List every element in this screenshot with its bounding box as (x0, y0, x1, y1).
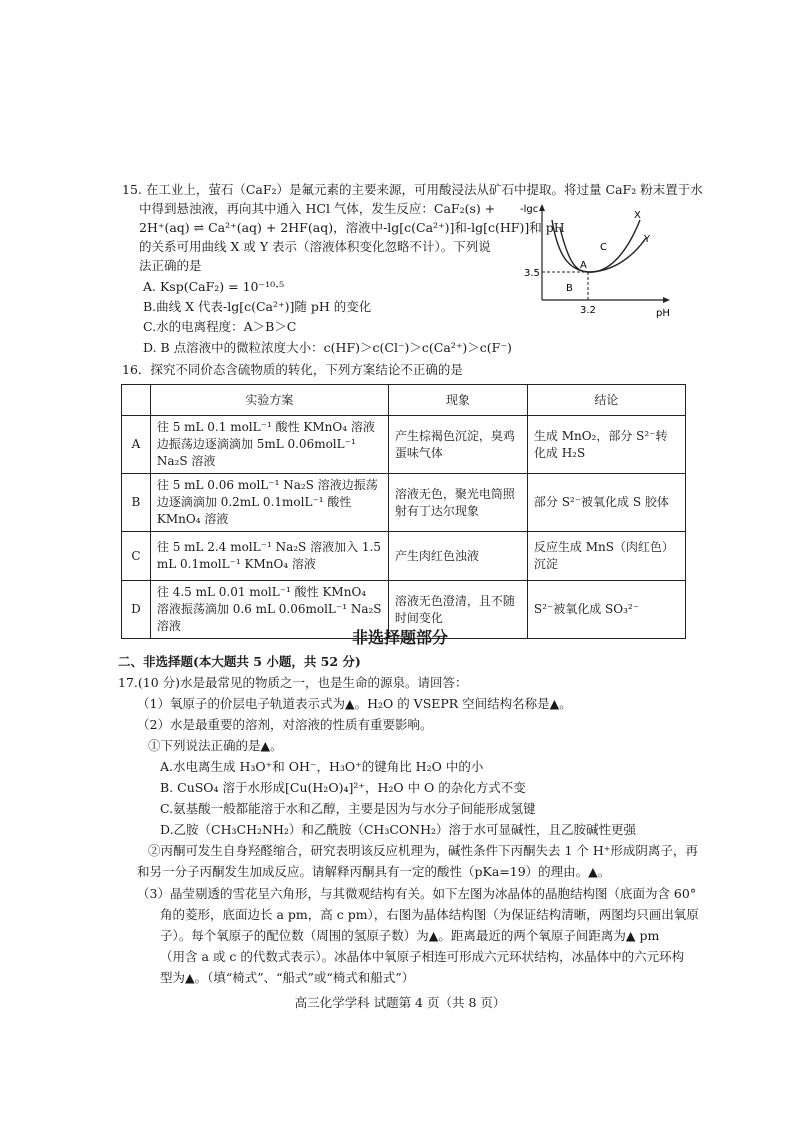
graph-y-tick: 3.5 (524, 268, 540, 279)
row-phenomenon: 产生肉红色浊液 (388, 532, 527, 581)
graph-x-arrow (663, 297, 670, 303)
row-option: C (122, 532, 151, 581)
row-option: A (122, 416, 151, 474)
table-row (122, 416, 686, 474)
q17-part3-line2: 角的菱形，底面边长 a pm，高 c pm），右图为晶体结构图（为保证结构清晰，两图均只画出氧原 (160, 907, 699, 922)
graph-x-label: pH (656, 308, 670, 319)
q15-option-c: C.水的电离程度：A＞B＞C (143, 319, 297, 334)
row-plan: 往 5 mL 2.4 molL⁻¹ Na₂S 溶液加入 1.5 mL 0.1molL⁻¹ KMnO₄ 溶液 (150, 532, 388, 581)
table-header-row (122, 385, 686, 416)
q15-line-5: 法正确的是 (139, 258, 202, 273)
header-option (122, 385, 151, 416)
header-plan: 实验方案 (150, 385, 388, 416)
q15-option-d: D. B 点溶液中的微粒浓度大小：c(HF)＞c(Cl⁻)＞c(Ca²⁺)＞c(F⁻) (143, 340, 512, 355)
q17-part1: （1）氧原子的价层电子轨道表示式为▲。H₂O 的 VSEPR 空间结构名称是▲。 (137, 696, 572, 711)
graph-y-label: -lgc (520, 204, 539, 215)
table-row (122, 474, 686, 532)
q17-option-a: A.水电离生成 H₃O⁺和 OH⁻，H₃O⁺的键角比 H₂O 中的小 (160, 759, 484, 774)
q15-option-a: A. Ksp(CaF₂) = 10⁻¹⁰·⁵ (143, 279, 285, 294)
q17-part3-line5: 型为▲。（填“椅式”、“船式”或“椅式和船式”） (160, 970, 415, 985)
row-option: D (122, 581, 151, 639)
header-conclusion: 结论 (527, 385, 685, 416)
curve-y-label: Y (644, 234, 651, 245)
q17-part3-line3: 子）。每个氧原子的配位数（周围的氢原子数）为▲。距离最近的两个氧原子间距离为▲ pm (160, 928, 660, 943)
graph-y-arrow (539, 204, 545, 211)
page-footer: 高三化学学科 试题第 4 页（共 8 页） (294, 995, 506, 1010)
curve-x-label: X (634, 210, 641, 221)
q15-line-1: 15. 在工业上，萤石（CaF₂）是氟元素的主要来源，可用酸浸法从矿石中提取。将过量 CaF₂ 粉末置于水 (122, 182, 703, 197)
q15-line-2: 中得到悬浊液，再向其中通入 HCl 气体，发生反应：CaF₂(s) + (139, 201, 496, 216)
q17-part2: （2）水是最重要的溶剂，对溶液的性质有重要影响。 (137, 717, 433, 732)
q15-line-4: 的关系可用曲线 X 或 Y 表示（溶液体积变化忽略不计）。下列说 (139, 239, 491, 254)
ph-graph (520, 200, 680, 325)
row-plan: 往 5 mL 0.06 molL⁻¹ Na₂S 溶液边振荡边逐滴滴加 0.2mL 0.1molL⁻¹ 酸性 KMnO₄ 溶液 (150, 474, 388, 532)
section-title: 非选择题部分 (351, 628, 448, 647)
graph-x-tick: 3.2 (580, 305, 596, 316)
q17-part2-sub2-line1: ②丙酮可发生自身羟醛缩合，研究表明该反应机理为，碱性条件下丙酮失去 1 个 H⁺形成阴离子，再 (148, 843, 698, 858)
row-phenomenon: 溶液无色，聚光电筒照射有丁达尔现象 (388, 474, 527, 532)
q17-option-c: C.氨基酸一般都能溶于水和乙醇，主要是因为与水分子间能形成氢键 (160, 801, 536, 816)
header-phenomenon: 现象 (388, 385, 527, 416)
q17-part2-sub1: ①下列说法正确的是▲。 (148, 738, 283, 753)
row-phenomenon: 溶液无色澄清，且不随时间变化 (388, 581, 527, 639)
q17-part3-line1: （3）晶莹剔透的雪花呈六角形，与其微观结构有关。如下左图为冰晶体的晶胞结构图（底面为含 60° (137, 886, 697, 901)
row-plan: 往 5 mL 0.1 molL⁻¹ 酸性 KMnO₄ 溶液边振荡边逐滴滴加 5mL 0.06molL⁻¹ Na₂S 溶液 (150, 416, 388, 474)
row-plan: 往 4.5 mL 0.01 molL⁻¹ 酸性 KMnO₄ 溶液振荡滴加 0.6 mL 0.06molL⁻¹ Na₂S 溶液 (150, 581, 388, 639)
row-conclusion: 部分 S²⁻被氧化成 S 胶体 (527, 474, 685, 532)
q17-part2-sub2-line2: 和另一分子丙酮发生加成反应。请解释丙酮具有一定的酸性（pKa=19）的理由。▲。 (137, 864, 611, 879)
point-a-label: A (580, 260, 587, 271)
table-row (122, 532, 686, 581)
q15-line-3: 2H⁺(aq) ⇌ Ca²⁺(aq) + 2HF(aq)，溶液中-lg[c(Ca²⁺)]和-lg[c(HF)]和 pH (139, 220, 565, 235)
q17-stem: 17.(10 分)水是最常见的物质之一，也是生命的源泉。请回答： (118, 675, 468, 690)
part2-heading: 二、非选择题(本大题共 5 小题，共 52 分) (118, 654, 361, 669)
row-conclusion: S²⁻被氧化成 SO₃²⁻ (527, 581, 685, 639)
point-c-label: C (600, 242, 607, 253)
q16-stem: 16．探究不同价态含硫物质的转化，下列方案结论不正确的是 (122, 362, 463, 377)
row-conclusion: 反应生成 MnS（肉红色）沉淀 (527, 532, 685, 581)
row-conclusion: 生成 MnO₂，部分 S²⁻转化成 H₂S (527, 416, 685, 474)
q16-table (121, 384, 686, 639)
q17-option-d: D.乙胺（CH₃CH₂NH₂）和乙酰胺（CH₃CONH₂）溶于水可显碱性，且乙胺碱性更强 (160, 822, 636, 837)
row-option: B (122, 474, 151, 532)
q17-part3-line4: （用含 a 或 c 的代数式表示）。冰晶体中氧原子相连可形成六元环状结构，冰晶体中的六元环构 (160, 949, 685, 964)
q17-option-b: B. CuSO₄ 溶于水形成[Cu(H₂O)₄]²⁺，H₂O 中 O 的杂化方式不变 (160, 780, 526, 795)
row-phenomenon: 产生棕褐色沉淀，臭鸡蛋味气体 (388, 416, 527, 474)
q15-option-b: B.曲线 X 代表-lg[c(Ca²⁺)]随 pH 的变化 (143, 299, 372, 314)
point-b-label: B (566, 283, 573, 294)
